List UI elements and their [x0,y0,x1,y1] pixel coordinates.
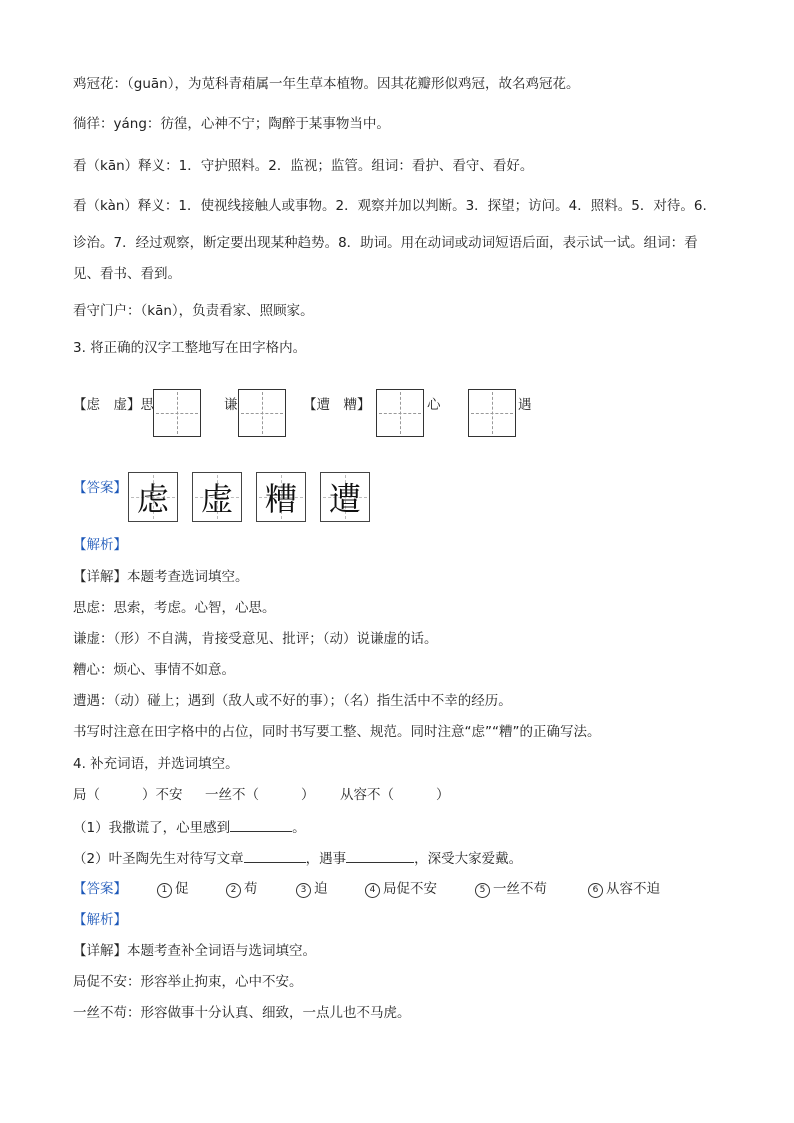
q3-answer-box-4[interactable] [468,389,516,437]
paragraph-kan-fourth-line1: 看（kàn）释义：1．使视线接触人或事物。2．观察并加以判断。3．探望；访问。4．照料。5．对待。6. [73,198,707,214]
q4-word-1-prefix: 局（ [73,787,100,803]
q4-word-3-suffix: ） [436,787,450,803]
q3-char-xin: 心 [427,397,441,413]
q4-sentence-2-text: （2）叶圣陶先生对待写文章 [73,851,244,867]
q4-word-2 [205,786,315,804]
paragraph-kan-fourth-line2: 诊治。7．经过观察，断定要出现某种趋势。8．助词。用在动词或动词短语后面，表示试一试。组词：看 [73,235,698,251]
paragraph-jiguanhua: 鸡冠花：（guān），为苋科青葙属一年生草本植物。因其花瓣形似鸡冠，故名鸡冠花。 [73,76,580,92]
paragraph-kan-first: 看（kān）释义：1．守护照料。2．监视；监管。组词：看护、看守、看好。 [73,158,534,174]
q3-explain-silv: 思虑：思索，考虑。心智，心思。 [73,600,276,616]
question-4-title: 4. 补充词语，并选词填空。 [73,756,239,772]
paragraph-kan-fourth-line3: 见、看书、看到。 [73,266,181,282]
circled-number-icon: 5 [475,883,490,898]
circled-number-icon: 6 [588,883,603,898]
q4-sentence-2 [73,848,522,868]
circled-number-icon: 4 [365,883,380,898]
q4-sentence-2-end: ，深受大家爱戴。 [414,851,523,867]
q4-word-3 [340,786,450,804]
q4-answer-option-3: 3 迫 [296,880,328,898]
q3-answer-box-2[interactable] [238,389,286,437]
q4-word-2-prefix: 一丝不（ [205,787,259,803]
q4-answer-option-6: 6 从容不迫 [588,880,660,898]
q3-answer-char-1: 虑 [128,472,178,522]
q4-answer-option-2: 2 苟 [226,880,258,898]
paragraph-changyang: 徜徉：yáng：彷徨，心神不宁；陶醉于某事物当中。 [73,116,390,132]
q4-sentence-1-blank[interactable] [230,817,292,832]
q3-explain-zaoyu: 遭遇：（动）碰上；遇到（敌人或不好的事）；（名）指生活中不幸的经历。 [73,693,512,709]
q3-answer-label: 【答案】 [73,480,127,496]
q4-sentence-1 [73,817,306,837]
q4-answer-label: 【答案】 [73,881,127,897]
q4-sentence-1-end: 。 [292,820,306,836]
q3-answer-char-4: 遭 [320,472,370,522]
paragraph-kanshou: 看守门户：（kān），负责看家、照顾家。 [73,303,314,319]
q4-word-1-suffix: ）不安 [142,787,183,803]
q3-explain-zaoxin: 糟心：烦心、事情不如意。 [73,662,235,678]
q4-word-2-suffix: ） [301,787,315,803]
q3-group1-label: 【虑 虚】思 [73,397,154,413]
q4-answer-option-5: 5 一丝不苟 [475,880,547,898]
q4-answer-option-4: 4 局促不安 [365,880,437,898]
q3-char-qian: 谦 [224,397,238,413]
q4-detail: 【详解】本题考查补全词语与选词填空。 [73,943,316,959]
circled-number-icon: 2 [226,883,241,898]
q3-char-yu: 遇 [518,397,532,413]
q3-writing-note: 书写时注意在田字格中的占位，同时书写要工整、规范。同时注意“虑”“糟”的正确写法。 [73,724,601,740]
q4-word-1 [73,786,183,804]
q4-sentence-2-blank-1[interactable] [244,848,306,863]
q3-analysis-label: 【解析】 [73,537,127,553]
q4-word-3-prefix: 从容不（ [340,787,394,803]
circled-number-icon: 3 [296,883,311,898]
q3-group2-label: 【遭 糟】 [303,397,371,413]
q3-answer-char-3: 糟 [256,472,306,522]
q4-explain-jucubuan: 局促不安：形容举止拘束，心中不安。 [73,974,303,990]
q3-answer-box-1[interactable] [153,389,201,437]
circled-number-icon: 1 [157,883,172,898]
q3-detail: 【详解】本题考查选词填空。 [73,569,249,585]
q4-analysis-label: 【解析】 [73,912,127,928]
q4-answer-option-1: 1 促 [157,880,189,898]
q3-explain-qianxu: 谦虚：（形）不自满，肯接受意见、批评；（动）说谦虚的话。 [73,631,438,647]
q3-answer-box-3[interactable] [376,389,424,437]
q4-explain-yisibugou: 一丝不苟：形容做事十分认真、细致，一点儿也不马虎。 [73,1005,411,1021]
question-3-title: 3. 将正确的汉字工整地写在田字格内。 [73,340,307,356]
q3-answer-char-2: 虚 [192,472,242,522]
q4-sentence-1-text: （1）我撒谎了，心里感到 [73,820,231,836]
q4-sentence-2-mid: ，遇事 [305,851,347,867]
q4-sentence-2-blank-2[interactable] [346,848,414,863]
